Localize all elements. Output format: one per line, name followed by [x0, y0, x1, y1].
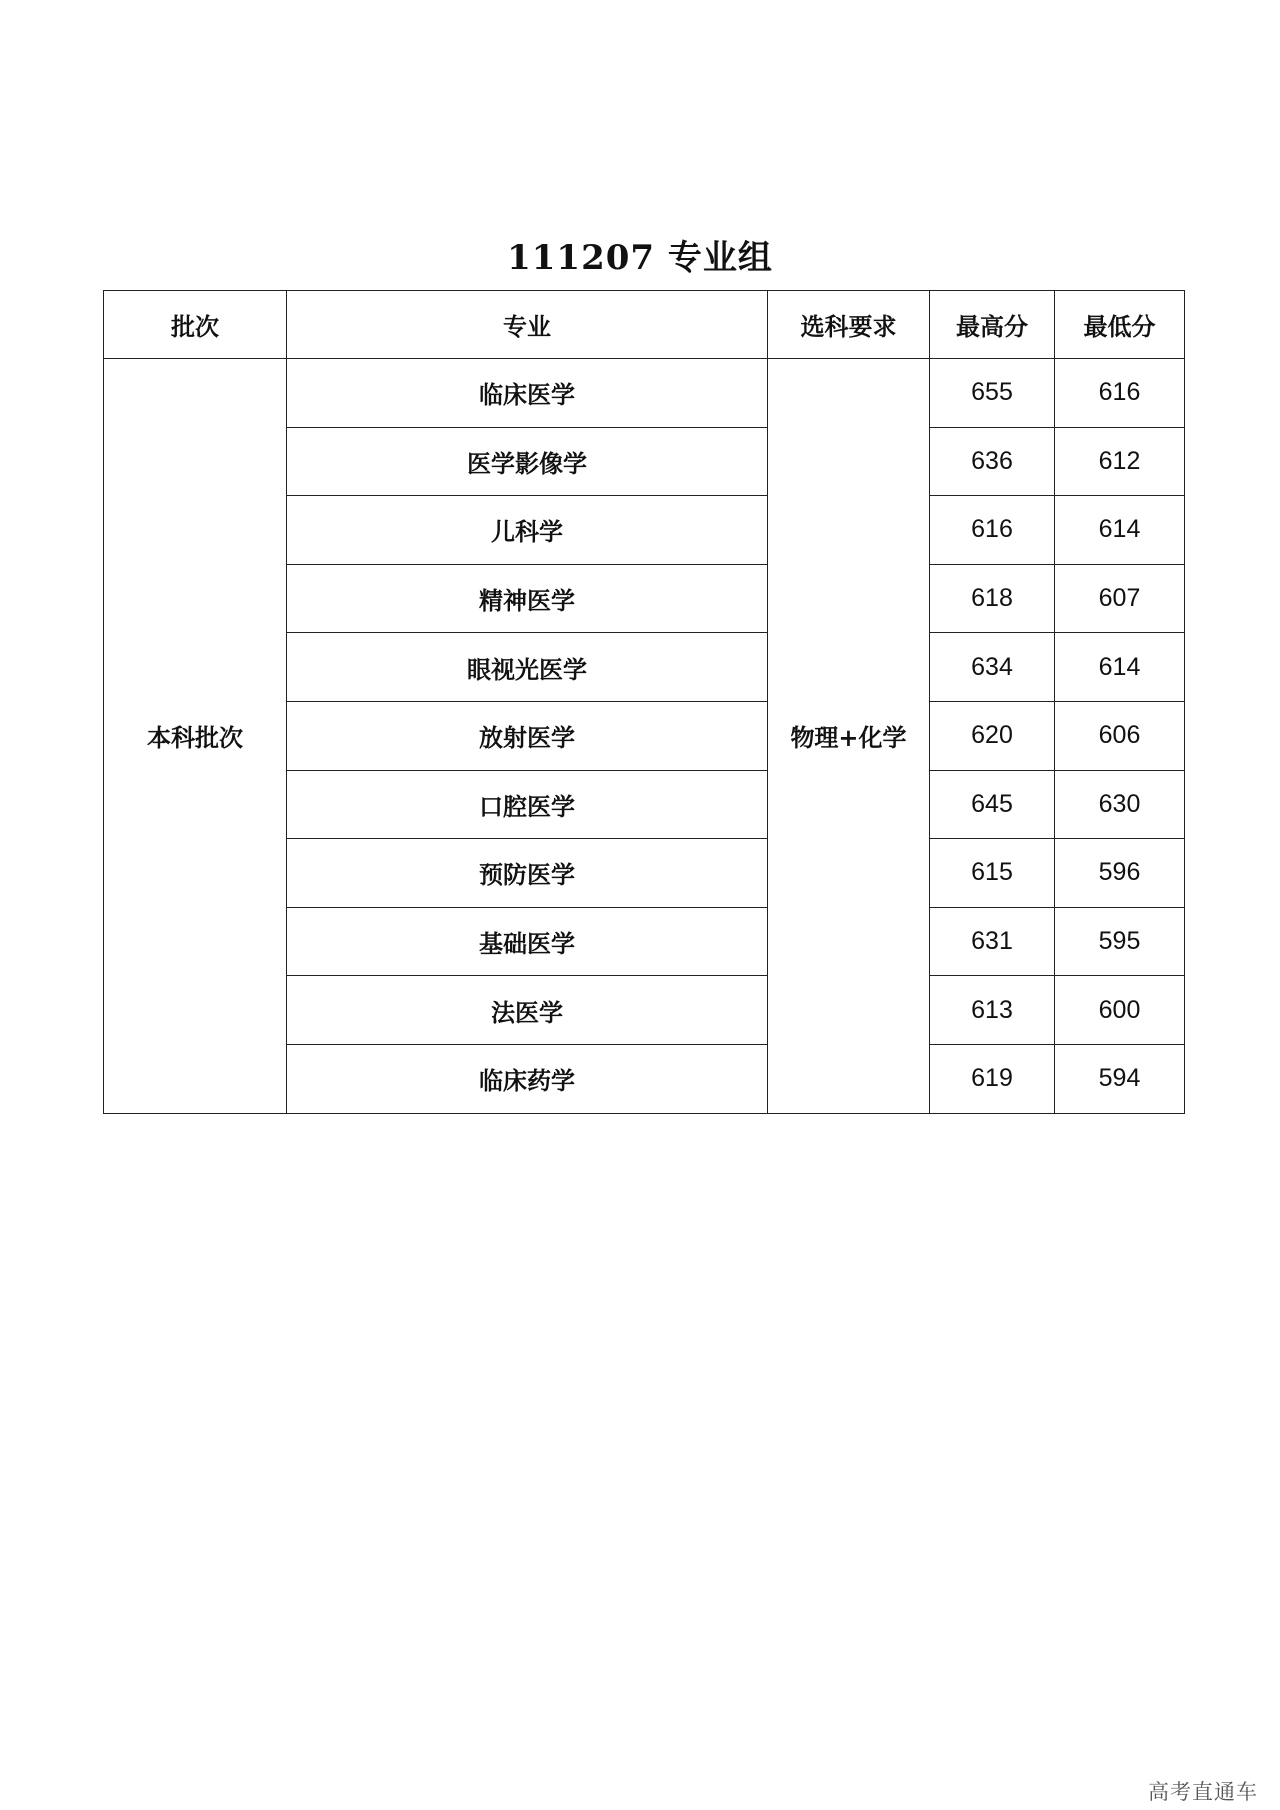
max-score-cell: 615	[930, 839, 1055, 908]
min-score-cell: 607	[1055, 564, 1185, 633]
min-score-cell: 594	[1055, 1044, 1185, 1113]
max-score-cell: 619	[930, 1044, 1055, 1113]
min-score-cell: 596	[1055, 839, 1185, 908]
major-cell: 放射医学	[287, 701, 768, 770]
table-body	[104, 359, 1185, 1114]
batch-cell: 本科批次	[104, 359, 287, 1114]
max-score-cell: 620	[930, 701, 1055, 770]
max-score-cell: 636	[930, 427, 1055, 496]
min-score-cell: 616	[1055, 359, 1185, 428]
header-major: 专业	[287, 291, 768, 359]
min-score-cell: 606	[1055, 701, 1185, 770]
max-score-cell: 616	[930, 496, 1055, 565]
major-cell: 眼视光医学	[287, 633, 768, 702]
max-score-cell: 618	[930, 564, 1055, 633]
header-min-score: 最低分	[1055, 291, 1185, 359]
min-score-cell: 612	[1055, 427, 1185, 496]
major-cell: 基础医学	[287, 907, 768, 976]
score-table	[103, 290, 1185, 1114]
page-title: 111207 专业组	[507, 238, 773, 278]
major-cell: 口腔医学	[287, 770, 768, 839]
max-score-cell: 655	[930, 359, 1055, 428]
major-cell: 临床药学	[287, 1044, 768, 1113]
min-score-cell: 614	[1055, 496, 1185, 565]
min-score-cell: 630	[1055, 770, 1185, 839]
header-batch: 批次	[104, 291, 287, 359]
major-cell: 预防医学	[287, 839, 768, 908]
max-score-cell: 634	[930, 633, 1055, 702]
major-cell: 医学影像学	[287, 427, 768, 496]
table-row	[104, 359, 1185, 428]
header-max-score: 最高分	[930, 291, 1055, 359]
max-score-cell: 631	[930, 907, 1055, 976]
major-cell: 临床医学	[287, 359, 768, 428]
major-cell: 法医学	[287, 976, 768, 1045]
table-header-row	[104, 291, 1185, 359]
min-score-cell: 600	[1055, 976, 1185, 1045]
max-score-cell: 645	[930, 770, 1055, 839]
major-cell: 精神医学	[287, 564, 768, 633]
min-score-cell: 614	[1055, 633, 1185, 702]
min-score-cell: 595	[1055, 907, 1185, 976]
watermark-text: 高考直通车	[1148, 1780, 1258, 1804]
major-cell: 儿科学	[287, 496, 768, 565]
subject-requirement-cell: 物理+化学	[768, 359, 930, 1114]
max-score-cell: 613	[930, 976, 1055, 1045]
header-subject-requirement: 选科要求	[768, 291, 930, 359]
